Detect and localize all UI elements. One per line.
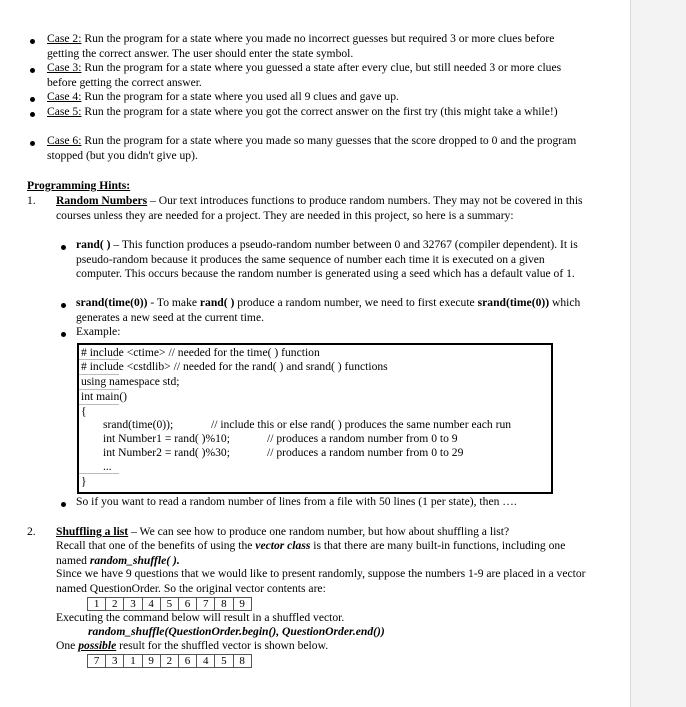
case-text: Run the program for a state where you got the correct answer on the first try (this might take a while!) — [81, 105, 558, 118]
vector-cell: 2 — [161, 655, 179, 667]
case-3 — [47, 61, 587, 90]
vector-cell: 9 — [239, 598, 245, 610]
item-2-body: is that there are many built-in functions, including one named — [56, 539, 566, 567]
item-2-line2 — [56, 539, 596, 568]
case-text: Run the program for a state where you guessed a state after every clue, but still needed 3 or more clues before getting the correct answer. — [47, 61, 562, 89]
bullet — [30, 68, 35, 73]
case-text: Run the program for a state where you made no incorrect guesses but required 3 or more clues before getting the correct answer. The user should enter the state symbol. — [47, 32, 555, 60]
vector-cell: 4 — [143, 598, 161, 610]
vector-cell: 6 — [179, 598, 197, 610]
bullet — [61, 502, 66, 507]
case-label: Case 6: — [47, 134, 82, 147]
bullet — [30, 97, 35, 102]
item-1-title: Random Numbers — [56, 194, 148, 207]
vector-cell: 5 — [161, 598, 179, 610]
case-2 — [47, 32, 587, 61]
code-comment: // produces a random number from 0 to 29 — [267, 446, 464, 459]
possible-result-text — [56, 639, 328, 654]
original-vector — [87, 597, 252, 611]
srand-label: srand(time(0)) — [76, 296, 148, 309]
srand-description — [76, 296, 601, 325]
code-line: # include <ctime> // needed for the time( ) function — [81, 346, 320, 359]
code-line: # include <cstdlib> // needed for the rand( ) and srand( ) functions — [81, 360, 388, 373]
bullet — [61, 332, 66, 337]
vector-cell: 8 — [215, 598, 233, 610]
bullet — [30, 141, 35, 146]
case-label: Case 3: — [47, 61, 82, 74]
code-box — [77, 343, 553, 494]
code-line: { — [81, 405, 87, 418]
rand-text: – This function produces a pseudo-random number between 0 and 32767 (compiler dependent). It is pseudo-random because it produces the same sequence of number each time it is executed on a given computer. This occurs because the random number is generated using a seed which has a default value of 1. — [76, 238, 578, 281]
right-scroll-gutter — [630, 0, 686, 707]
item-2-title: Shuffling a list — [56, 525, 129, 538]
code-line: } — [81, 475, 87, 488]
vector-cell: 3 — [106, 655, 124, 667]
code-comment: // include this or else rand( ) produces the same number each run — [211, 418, 512, 431]
code-line: int main() — [81, 390, 128, 403]
rand-label: rand( ) — [76, 238, 111, 251]
result-text: One — [56, 639, 79, 652]
vector-cell: 8 — [239, 655, 245, 667]
case-5 — [47, 105, 587, 120]
case-text: Run the program for a state where you used all 9 clues and gave up. — [81, 90, 399, 103]
vector-cell: 5 — [215, 655, 233, 667]
case-label: Case 2: — [47, 32, 82, 45]
after-code-text: So if you want to read a random number of lines from a file with 50 lines (1 per state), then …. — [76, 495, 517, 508]
srand-text: - To make — [147, 296, 200, 309]
item-2-body: Recall that one of the benefits of using the — [56, 539, 256, 552]
vector-cell: 2 — [106, 598, 124, 610]
vector-cell: 1 — [88, 598, 106, 610]
case-4 — [47, 90, 587, 105]
vector-class-ref: vector class — [255, 539, 311, 552]
item-2-line3: Since we have 9 questions that we would like to present randomly, suppose the numbers 1-9 are placed in a vector named QuestionOrder. So the original vector contents are: — [56, 567, 586, 595]
srand-text: which generates a new seed at the current time. — [76, 296, 581, 324]
item-1-text — [56, 194, 591, 223]
item-2-body: – We can see how to produce one random number, but how about shuffling a list? — [128, 525, 510, 538]
result-text: result for the shuffled vector is shown below. — [116, 639, 329, 652]
item-1-number: 1. — [27, 194, 36, 207]
exec-text: Executing the command below will result in a shuffled vector. — [56, 611, 345, 624]
possible-word: possible — [78, 639, 117, 652]
code-line: ... — [103, 460, 112, 473]
hints-title: Programming Hints: — [27, 179, 131, 192]
code-line: int Number1 = rand( )%10; — [103, 432, 230, 445]
bullet — [30, 39, 35, 44]
bullet — [61, 303, 66, 308]
vector-cell: 7 — [197, 598, 215, 610]
rand-ref: rand( ) — [199, 296, 235, 309]
vector-cell: 7 — [88, 655, 106, 667]
case-text: Run the program for a state where you made so many guesses that the score dropped to 0 and the program stopped (but you didn't give up). — [47, 134, 577, 162]
case-label: Case 4: — [47, 90, 82, 103]
example-label: Example: — [76, 325, 121, 338]
case-label: Case 5: — [47, 105, 82, 118]
srand-text: produce a random number, we need to first execute — [234, 296, 478, 309]
vector-cell: 6 — [179, 655, 197, 667]
item-2-line1 — [56, 525, 596, 540]
case-6 — [47, 134, 587, 163]
shuffle-command: random_shuffle(QuestionOrder.begin(), QuestionOrder.end()) — [88, 625, 385, 638]
item-1-body: – Our text introduces functions to produce random numbers. They may not be covered in this courses unless they are needed for a project. They are needed in this project, so here is a summary: — [56, 194, 583, 222]
srand-ref: srand(time(0)) — [477, 296, 550, 309]
bullet — [61, 245, 66, 250]
vector-cell: 1 — [124, 655, 142, 667]
vector-cell: 4 — [197, 655, 215, 667]
code-line: int Number2 = rand( )%30; — [103, 446, 230, 459]
code-comment: // produces a random number from 0 to 9 — [267, 432, 458, 445]
item-2-number: 2. — [27, 525, 36, 538]
vector-cell: 3 — [124, 598, 142, 610]
bullet — [30, 112, 35, 117]
rand-description — [76, 238, 586, 282]
random-shuffle-ref: random_shuffle( ). — [89, 553, 180, 567]
shuffled-vector — [87, 654, 252, 668]
vector-cell: 9 — [143, 655, 161, 667]
code-line: using namespace std; — [81, 375, 180, 388]
code-line: srand(time(0)); — [103, 418, 174, 431]
